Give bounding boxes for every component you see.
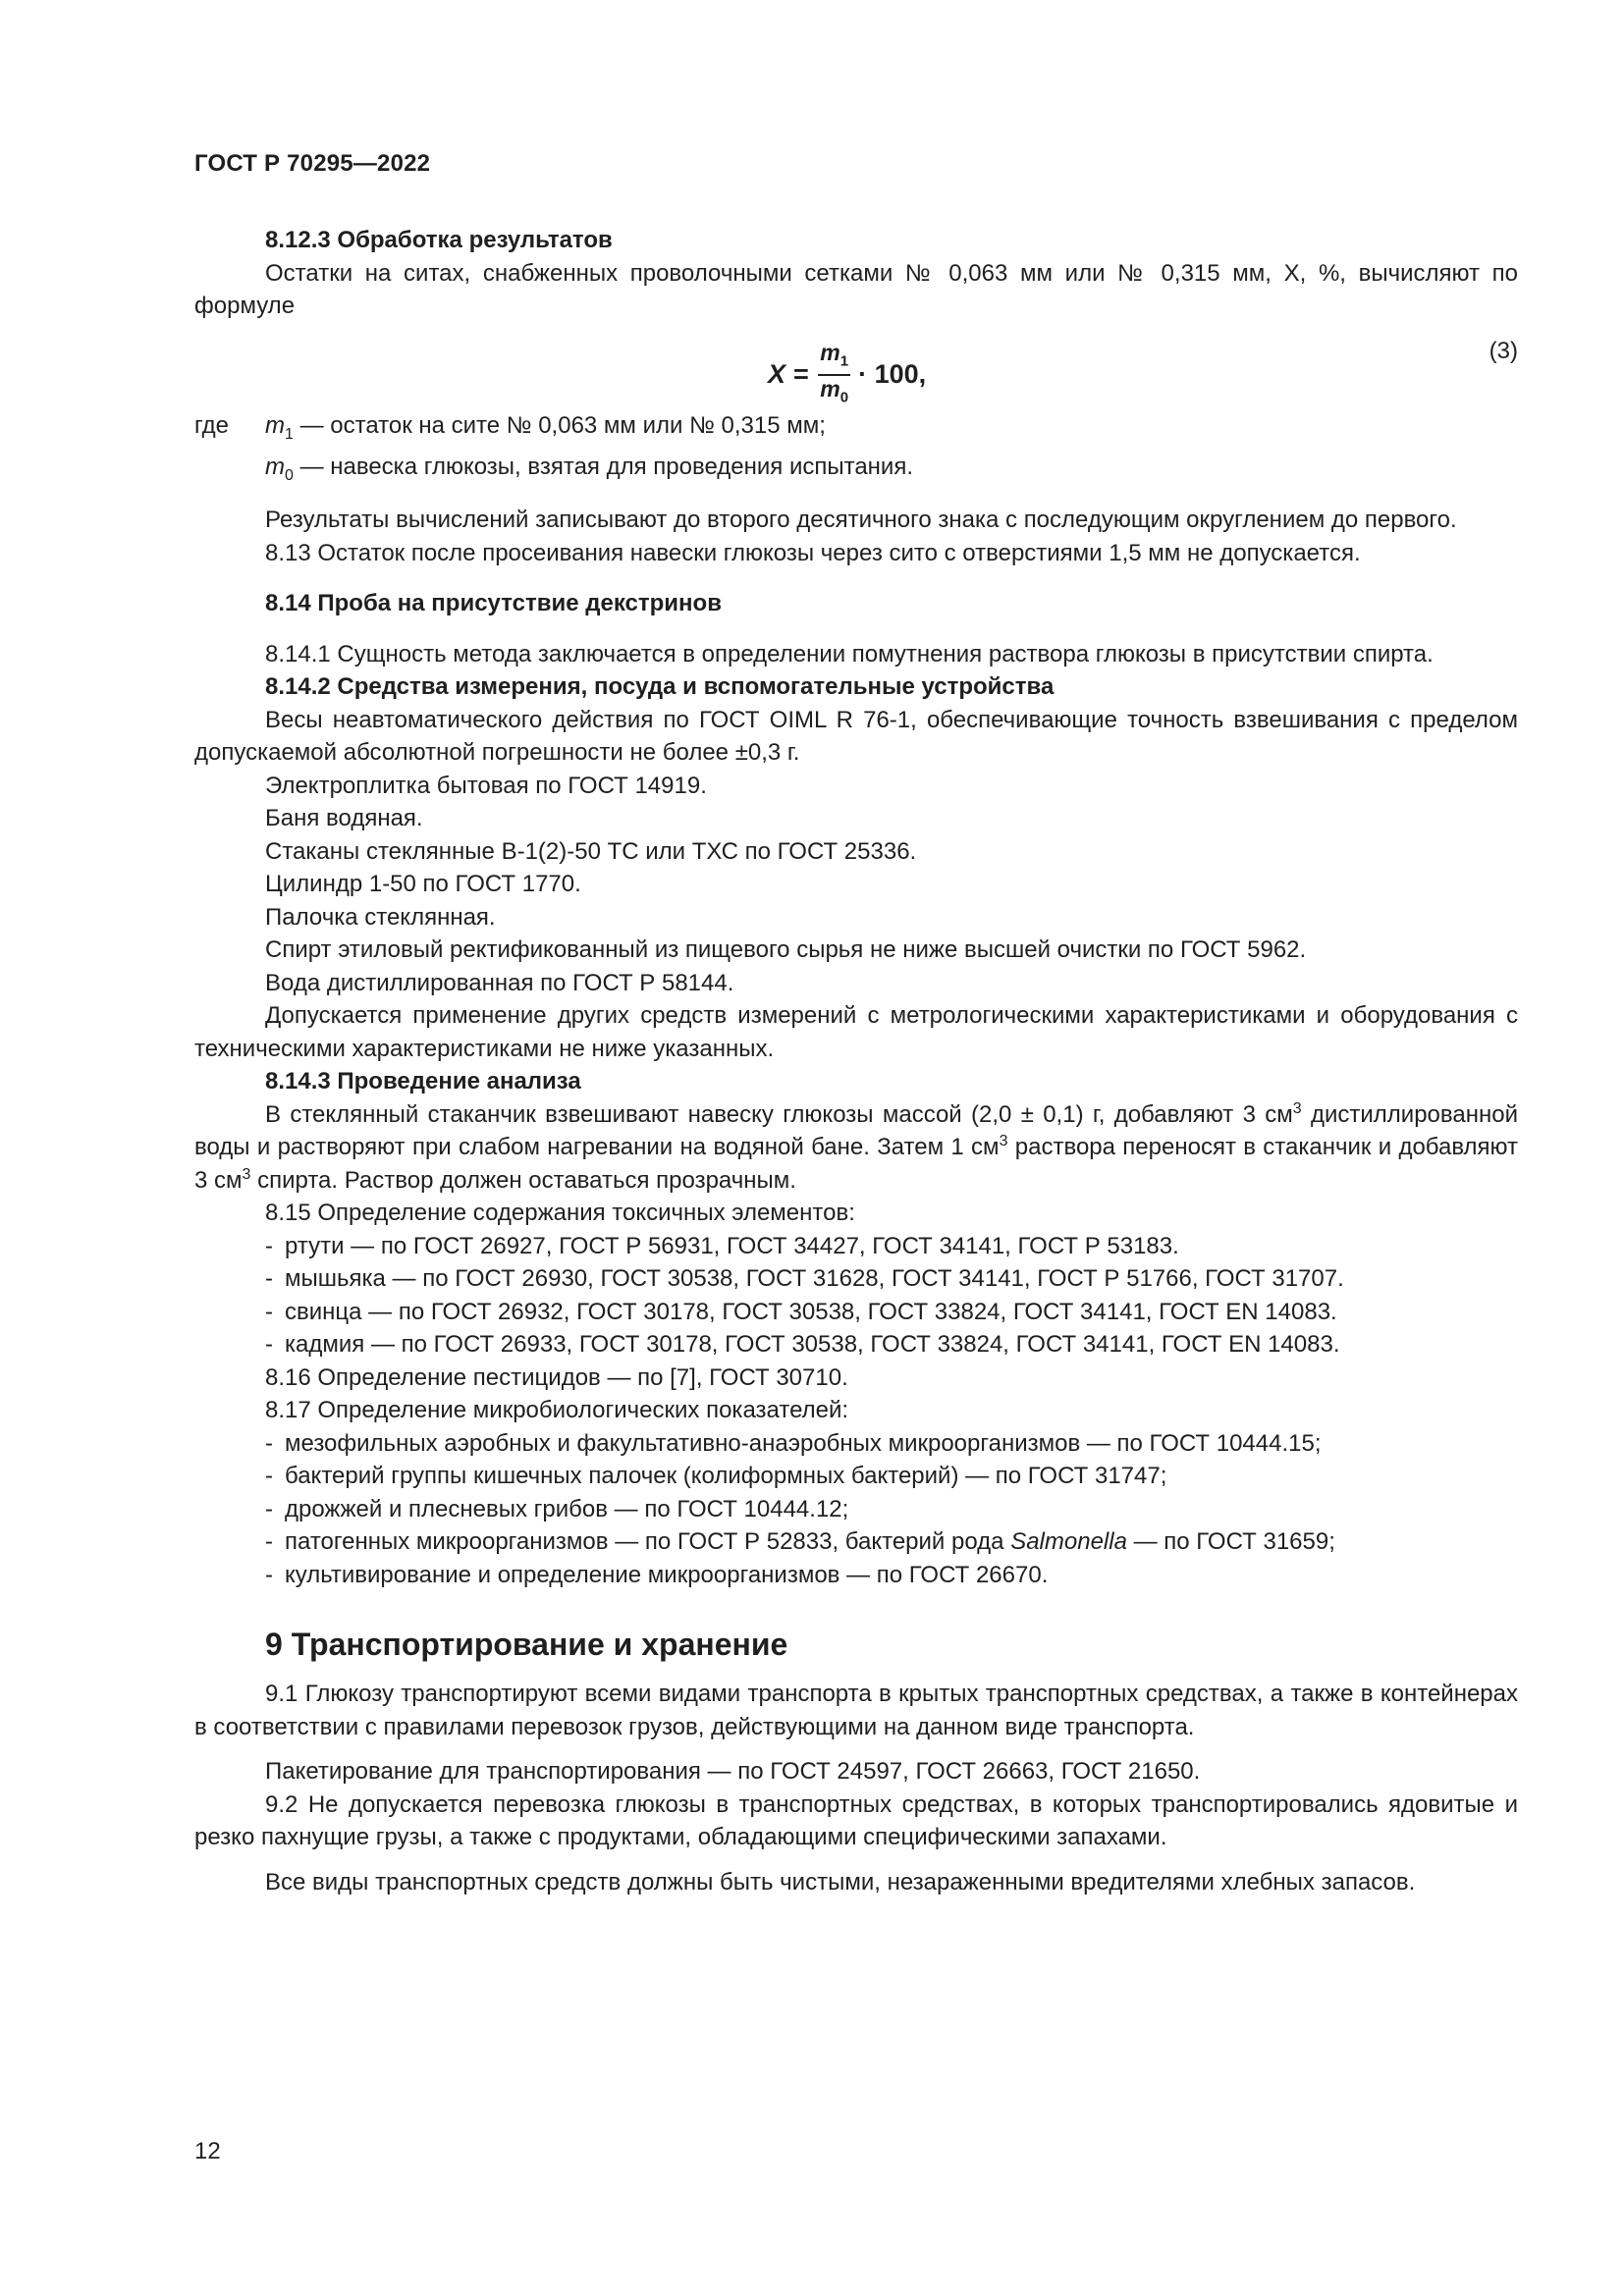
equipment-line: Электроплитка бытовая по ГОСТ 14919. [265,772,707,799]
paragraph-8-14-3: В стеклянный стаканчик взвешивают навеску глюкозы массой (2,0 ± 0,1) г, добавляют 3 $см^3$ дистиллированной воды и растворяют при слабом нагревании на водяной бане. Затем 1 $см^3$ раствора переносят в стаканчик и добавляют 3 $см^3$ спирта. Раствор должен оставаться прозрачным. [194,1099,1519,1194]
paragraph-rounding: Результаты вычислений записывают до второго десятичного знака с последующим округлением до первого. [265,507,1457,534]
list-item: - кадмия — по ГОСТ 26933, ГОСТ 30178, ГОСТ 30538, ГОСТ 33824, ГОСТ 34141, ГОСТ EN 14083. [265,1331,1340,1359]
section-heading-9: 9 Транспортирование и хранение [265,1627,788,1663]
legend-lead: где [194,411,230,439]
paragraph-vehicles: Все виды транспортных средств должны быть чистыми, незараженными вредителями хлебных запасов. [265,1868,1416,1896]
paragraph-9-2: 9.2 Не допускается перевозка глюкозы в транспортных средствах, в которых транспортировались ядовитые и резко пахнущие грузы, а также с продуктами, обладающими специфическими запахами. [194,1790,1518,1851]
equipment-line: Спирт этиловый ректификованный из пищевого сырья не ниже высшей очистки по ГОСТ 5962. [265,936,1307,964]
formula-3 [194,337,1518,409]
list-item: - ртути — по ГОСТ 26927, ГОСТ Р 56931, ГОСТ 34427, ГОСТ 34141, ГОСТ Р 53183. [265,1232,1179,1259]
formula-fraction [818,341,850,410]
paragraph-8-14-1: 8.14.1 Сущность метода заключается в определении помутнения раствора глюкозы в присутствии спирта. [265,640,1434,667]
formula-lhs: X = [768,359,809,390]
equipment-line: Стаканы стеклянные В-1(2)-50 ТС или ТХС по ГОСТ 25336. [265,837,917,865]
heading-8-14-2: 8.14.2 Средства измерения, посуда и вспомогательные устройства [265,673,1055,701]
list-item: - бактерий группы кишечных палочек (колиформных бактерий) — по ГОСТ 31747; [265,1463,1167,1490]
heading-8-14: 8.14 Проба на присутствие декстринов [265,590,722,617]
document-code-header: ГОСТ Р 70295—2022 [194,150,431,177]
equation-number: (3) [1489,337,1518,364]
legend-m0 [194,451,1518,492]
paragraph-packaging: Пакетирование для транспортирования — по ГОСТ 24597, ГОСТ 26663, ГОСТ 21650. [265,1758,1201,1786]
paragraph-9-1: 9.1 Глюкозу транспортируют всеми видами транспорта в крытых транспортных средствах, а также в контейнерах в соответствии с правилами перевозок грузов, действующими на данном виде транспорта. [194,1681,1518,1740]
equipment-line: Допускается применение других средств измерений с метрологическими характеристиками и оборудования с техническими характеристиками не ниже указанных. [194,1002,1518,1062]
list-item: - мезофильных аэробных и факультативно-анаэробных микроорганизмов — по ГОСТ 10444.15; [265,1429,1322,1457]
paragraph-8-15-title: 8.15 Определение содержания токсичных элементов: [265,1200,855,1227]
list-item: - мышьяка — по ГОСТ 26930, ГОСТ 30538, ГОСТ 31628, ГОСТ 34141, ГОСТ Р 51766, ГОСТ 31707. [265,1265,1344,1293]
list-item: - патогенных микроорганизмов — по ГОСТ Р 52833, бактерий рода Salmonella — по ГОСТ 31659; [265,1528,1335,1556]
paragraph-8-13: 8.13 Остаток после просеивания навески глюкозы через сито с отверстиями 1,5 мм не допускается. [265,539,1361,566]
list-item: - свинца — по ГОСТ 26932, ГОСТ 30178, ГОСТ 30538, ГОСТ 33824, ГОСТ 34141, ГОСТ EN 14083. [265,1298,1337,1325]
equipment-line: Вода дистиллированная по ГОСТ Р 58144. [265,969,734,996]
list-item: - дрожжей и плесневых грибов — по ГОСТ 10444.12; [265,1495,849,1522]
list-item: - культивирование и определение микроорганизмов — по ГОСТ 26670. [265,1561,1049,1588]
legend-m1 [194,409,1518,451]
formula-numerator: $m_1$ [818,341,850,377]
page-number: 12 [194,2138,221,2164]
paragraph-8-12-3-intro: Остатки на ситах, снабженных проволочными сетками № 0,063 мм или № 0,315 мм, X, %, вычисляют по формуле [194,259,1518,319]
equipment-line: Баня водяная. [265,805,423,832]
legend-m1-text: $m_1$ — остаток на сите № 0,063 мм или № 0,315 мм; [265,411,826,443]
heading-8-12-3: 8.12.3 Обработка результатов [265,227,613,253]
equipment-line: Палочка стеклянная. [265,903,496,931]
formula-expression [768,341,926,410]
formula-rhs: · 100, [858,359,927,390]
legend-m0-text: $m_0$ — навеска глюкозы, взятая для проведения испытания. [265,453,913,484]
equipment-line: Весы неавтоматического действия по ГОСТ OIML R 76-1, обеспечивающие точность взвешивания с пределом допускаемой абсолютной погрешности не более ±0,3 г. [194,706,1518,767]
paragraph-8-16: 8.16 Определение пестицидов — по [7], ГОСТ 30710. [265,1363,848,1391]
heading-8-14-3: 8.14.3 Проведение анализа [265,1068,581,1095]
formula-denominator: $m_0$ [820,376,849,406]
paragraph-8-17-title: 8.17 Определение микробиологических показателей: [265,1397,849,1424]
page-content [194,224,1518,1898]
equipment-line: Цилиндр 1-50 по ГОСТ 1770. [265,871,581,898]
